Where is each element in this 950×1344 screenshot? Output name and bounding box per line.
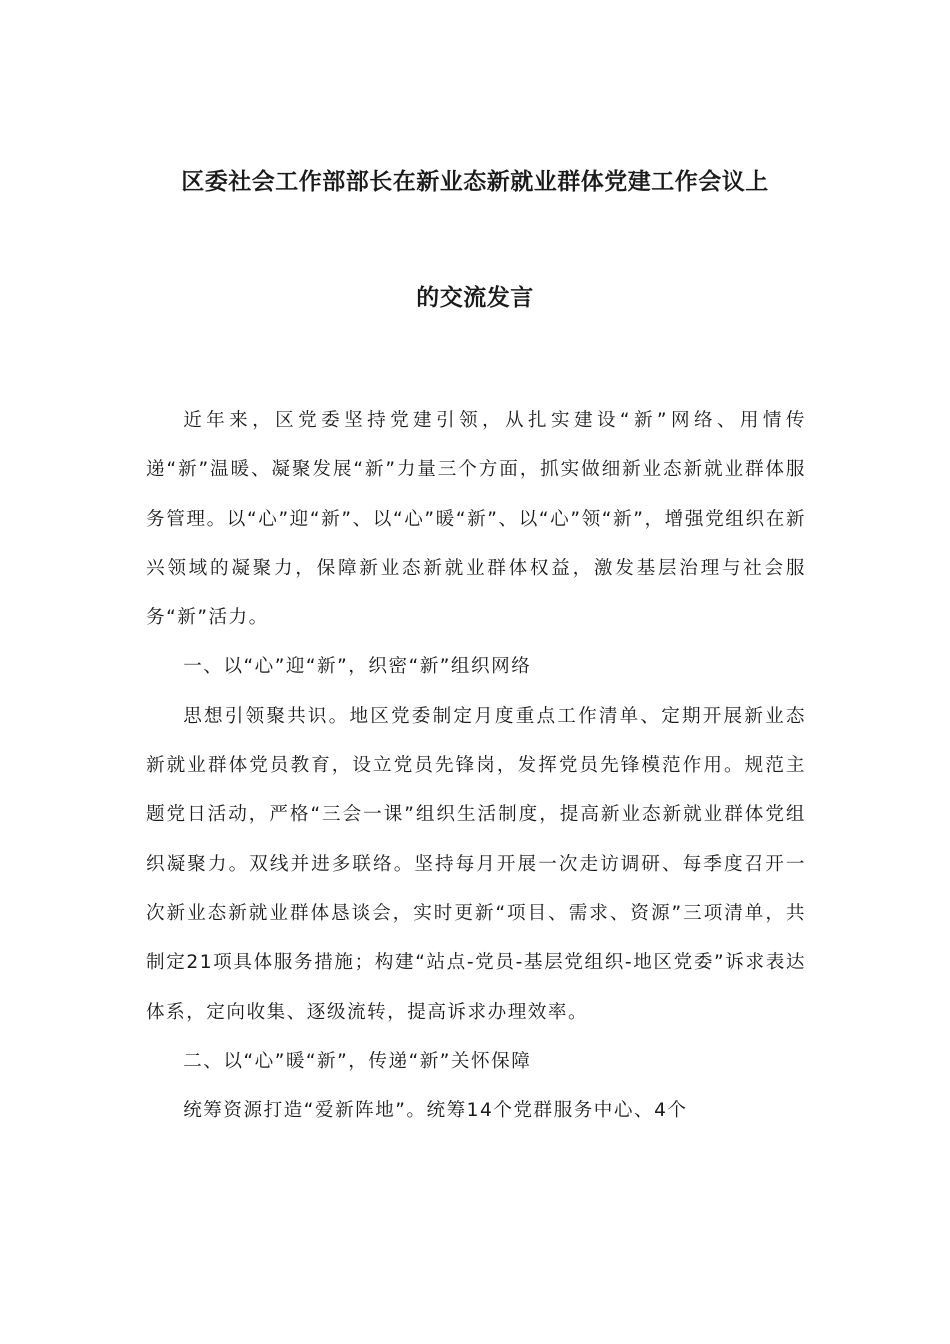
paragraph-section-1: 思想引领聚共识。地区党委制定月度重点工作清单、定期开展新业态新就业群体党员教育，设立党员先锋岗，发挥党员先锋模范作用。规范主题党日活动，严格“三会一课”组织生活制度，提高新业态新就业群体党组织凝聚力。双线并进多联络。坚持每月开展一次走访调研、每季度召开一次新业态新就业群体恳谈会，实时更新“项目、需求、资源”三项清单，共制定21项具体服务措施；构建“站点-党员-基层党组织-地区党委”诉求表达体系，定向收集、逐级流转，提高诉求办理效率。 — [146, 705, 806, 1023]
document-title-line-1: 区委社会工作部部长在新业态新就业群体党建工作会议上 — [181, 169, 769, 195]
paragraph-section-2: 统筹资源打造“爱新阵地”。统筹14个党群服务中心、4个 — [183, 1100, 688, 1122]
paragraph-intro: 近年来，区党委坚持党建引领，从扎实建设“新”网络、用情传递“新”温暖、凝聚发展“新”力量三个方面，抓实做细新业态新就业群体服务管理。以“心”迎“新”、以“心”暖“新”、以“心”领“新”，增强党组织在新兴领域的凝聚力，保障新业态新就业群体权益，激发基层治理与社会服务“新”活力。 — [146, 410, 806, 629]
document-body — [146, 396, 806, 1135]
document-title-line-2: 的交流发言 — [416, 285, 534, 311]
section-heading-2: 二、以“心”暖“新”，传递“新”关怀保障 — [183, 1050, 532, 1072]
section-heading-1: 一、以“心”迎“新”，织密“新”组织网络 — [183, 656, 532, 678]
